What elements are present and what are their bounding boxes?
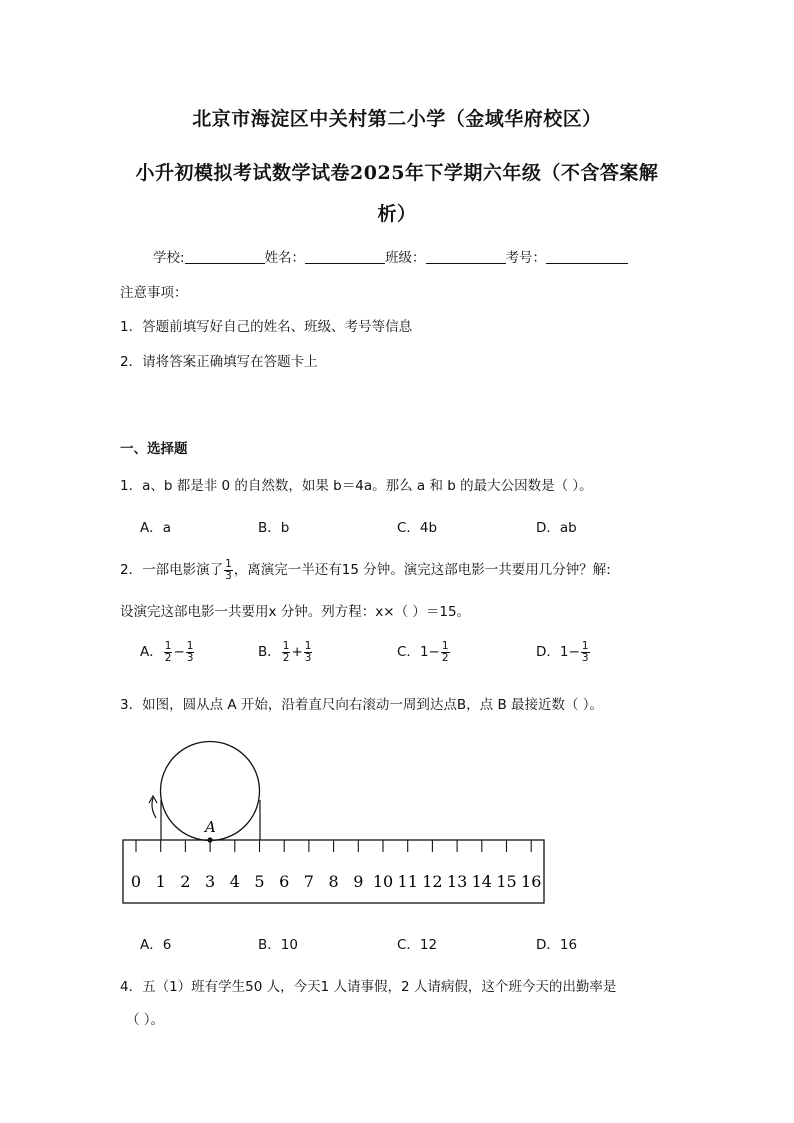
section-title: 一、选择题 bbox=[120, 441, 188, 457]
ruler-number: 15 bbox=[496, 872, 517, 891]
ruler-number: 2 bbox=[180, 872, 191, 891]
fraction-denominator: 3 bbox=[304, 651, 312, 664]
exam-title-line1: 北京市海淀区中关村第二小学（金域华府校区） bbox=[192, 108, 602, 130]
fraction-numerator: 1 bbox=[186, 639, 194, 652]
question-1-stem: 1．a、b 都是非 0 的自然数，如果 b＝4a。那么 a 和 b 的最大公因数是（ ）。 bbox=[120, 478, 593, 494]
q3-option-d: D．16 bbox=[536, 937, 578, 953]
point-a bbox=[207, 837, 212, 842]
ruler-ticks bbox=[136, 840, 531, 852]
ruler-number: 14 bbox=[471, 872, 492, 891]
option-label: A． bbox=[140, 644, 163, 660]
question-4-stem: 4．五（1）班有学生50 人，今天1 人请事假，2 人请病假，这个班今天的出勤率是 bbox=[120, 979, 617, 995]
notes-item-1: 1．答题前填写好自己的姓名、班级、考号等信息 bbox=[120, 319, 413, 335]
point-a-label: A bbox=[205, 818, 216, 836]
notes-heading: 注意事项： bbox=[120, 285, 188, 301]
question-2-stem-line2: 设演完这部电影一共要用x 分钟。列方程：x×（ ）＝15。 bbox=[120, 604, 471, 620]
fraction-denominator: 3 bbox=[186, 651, 194, 664]
fraction-denominator: 2 bbox=[282, 651, 290, 664]
ruler-numbers bbox=[131, 872, 541, 891]
fraction-numerator: 1 bbox=[304, 639, 312, 652]
question-4-stem-line2: （ ）。 bbox=[126, 1012, 165, 1028]
ruler-number: 16 bbox=[521, 872, 542, 891]
q1-option-c: C．4b bbox=[397, 520, 438, 536]
fraction-numerator: 1 bbox=[282, 639, 290, 652]
expression-prefix: 1− bbox=[419, 644, 440, 660]
school-label: 学校: bbox=[153, 250, 185, 266]
ruler-number: 11 bbox=[397, 872, 418, 891]
q1-option-d: D．ab bbox=[536, 520, 577, 536]
ruler-number: 13 bbox=[446, 872, 468, 891]
ruler-number: 4 bbox=[229, 872, 240, 891]
q3-option-b: B．10 bbox=[258, 937, 298, 953]
question-3-stem: 3．如图，圆从点 A 开始，沿着直尺向右滚动一周到达点B，点 B 最接近数（ ）。 bbox=[120, 697, 604, 713]
ruler-number: 3 bbox=[205, 872, 216, 891]
ruler-number: 8 bbox=[328, 872, 339, 891]
fraction-denominator: 3 bbox=[225, 569, 232, 582]
exam-title-line2: 小升初模拟考试数学试卷2025年下学期六年级（不含答案解 bbox=[135, 162, 659, 184]
class-label: 班级： bbox=[385, 250, 426, 266]
ruler-number: 7 bbox=[303, 872, 314, 891]
name-label: 姓名： bbox=[264, 250, 306, 266]
fraction-denominator: 2 bbox=[164, 651, 172, 664]
ruler-number: 6 bbox=[279, 872, 290, 891]
exam-title-line3: 析） bbox=[377, 203, 417, 225]
ruler-number: 12 bbox=[422, 872, 443, 891]
q3-option-c: C．12 bbox=[397, 937, 438, 953]
option-label: B． bbox=[258, 644, 281, 660]
ruler-number: 0 bbox=[130, 872, 142, 891]
option-label: D． bbox=[536, 644, 560, 660]
fraction-numerator: 1 bbox=[225, 557, 232, 570]
q2-stem-part-a: 2．一部电影演了 bbox=[120, 562, 224, 578]
q1-option-b: B．b bbox=[258, 520, 290, 536]
fraction-numerator: 1 bbox=[581, 639, 589, 652]
ruler-number: 10 bbox=[372, 872, 394, 891]
q2-stem-part-b: ，离演完一半还有15 分钟。演完这部电影一共要用几分钟？解: bbox=[233, 562, 611, 578]
q3-option-a: A．6 bbox=[140, 937, 172, 953]
ruler-number: 1 bbox=[155, 872, 166, 891]
fraction-denominator: 3 bbox=[581, 651, 589, 664]
fraction-numerator: 1 bbox=[441, 639, 449, 652]
fraction-numerator: 1 bbox=[164, 639, 172, 652]
number-label: 考号： bbox=[505, 250, 547, 266]
operator: + bbox=[291, 644, 303, 660]
q1-option-a: A．a bbox=[140, 520, 172, 536]
operator: − bbox=[173, 644, 185, 660]
ruler-number: 9 bbox=[353, 872, 364, 891]
ruler-number: 5 bbox=[254, 872, 265, 891]
notes-item-2: 2．请将答案正确填写在答题卡上 bbox=[120, 354, 318, 370]
option-label: C． bbox=[397, 644, 420, 660]
expression-prefix: 1− bbox=[559, 644, 580, 660]
fraction-denominator: 2 bbox=[441, 651, 449, 664]
